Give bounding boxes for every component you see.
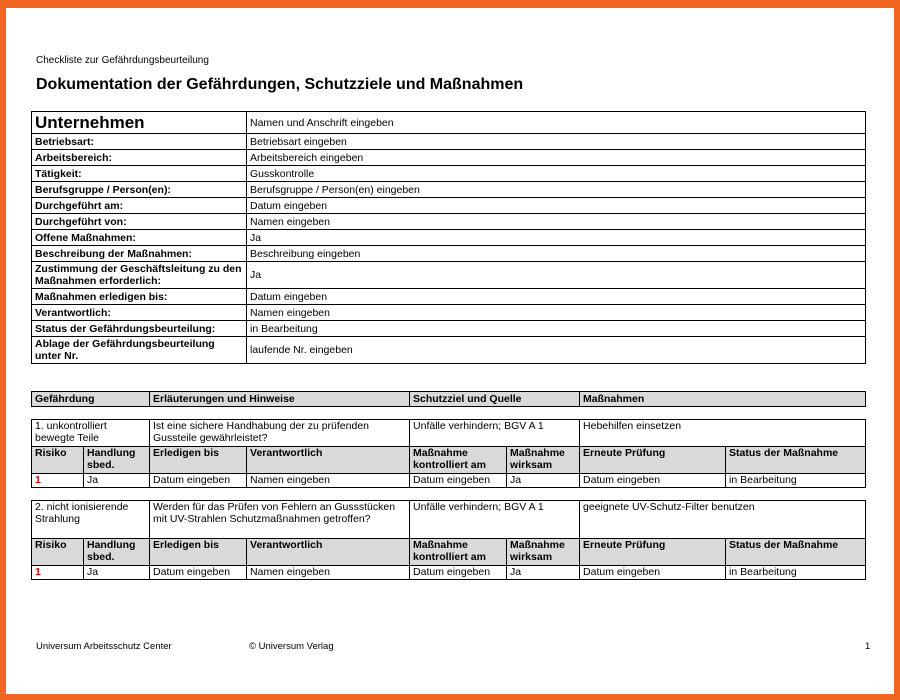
info-value: Berufsgruppe / Person(en) eingeben <box>247 182 866 198</box>
measure-row <box>32 566 866 580</box>
info-value: laufende Nr. eingeben <box>247 337 866 364</box>
info-label: Ablage der Gefährdungsbeurteilung unter Nr. <box>32 337 247 364</box>
info-value: Ja <box>247 230 866 246</box>
column-header-status: Status der Maßnahme <box>726 539 866 566</box>
info-value: Gusskontrolle <box>247 166 866 182</box>
info-label: Beschreibung der Maßnahmen: <box>32 246 247 262</box>
column-header-wirksam: Maßnahme wirksam <box>507 447 580 474</box>
info-label: Arbeitsbereich: <box>32 150 247 166</box>
info-label: Berufsgruppe / Person(en): <box>32 182 247 198</box>
column-header-pruefung: Erneute Prüfung <box>580 539 726 566</box>
hazard-row <box>32 420 866 447</box>
column-header-schutzziel: Schutzziel und Quelle <box>410 392 580 407</box>
info-row <box>32 198 866 214</box>
column-header-status: Status der Maßnahme <box>726 447 866 474</box>
erledigen-value: Datum eingeben <box>150 474 247 488</box>
info-value: Betriebsart eingeben <box>247 134 866 150</box>
info-value: Namen und Anschrift eingeben <box>247 112 866 134</box>
column-header-pruefung: Erneute Prüfung <box>580 447 726 474</box>
info-label: Durchgeführt von: <box>32 214 247 230</box>
wirksam-value: Ja <box>507 566 580 580</box>
info-row <box>32 337 866 364</box>
status-value: in Bearbeitung <box>726 474 866 488</box>
risk-value: 1 <box>32 566 84 580</box>
info-label: Betriebsart: <box>32 134 247 150</box>
info-label: Durchgeführt am: <box>32 198 247 214</box>
kontrolliert-value: Datum eingeben <box>410 474 507 488</box>
info-row <box>32 230 866 246</box>
info-row <box>32 305 866 321</box>
erledigen-value: Datum eingeben <box>150 566 247 580</box>
column-header-risiko: Risiko <box>32 539 84 566</box>
pruefung-value: Datum eingeben <box>580 474 726 488</box>
page-number: 1 <box>865 641 871 652</box>
hazard-header-row <box>32 392 866 407</box>
column-header-erledigen: Erledigen bis <box>150 447 247 474</box>
measure-header-row <box>32 447 866 474</box>
verantwortlich-value: Namen eingeben <box>247 474 410 488</box>
hazard-gefaehrdung: 2. nicht ionisierende Strahlung <box>32 501 150 539</box>
measure-header-row <box>32 539 866 566</box>
wirksam-value: Ja <box>507 474 580 488</box>
info-label: Maßnahmen erledigen bis: <box>32 289 247 305</box>
info-value: Datum eingeben <box>247 289 866 305</box>
document-subtitle: Checkliste zur Gefährdungsbeurteilung <box>36 55 209 66</box>
info-label: Status der Gefährdungsbeurteilung: <box>32 321 247 337</box>
column-header-massnahmen: Maßnahmen <box>580 392 866 407</box>
info-row <box>32 134 866 150</box>
kontrolliert-value: Datum eingeben <box>410 566 507 580</box>
column-header-handlung: Handlung sbed. <box>84 447 150 474</box>
info-label: Zustimmung der Geschäftsleitung zu den Maßnahmen erforderlich: <box>32 262 247 289</box>
info-row <box>32 289 866 305</box>
risk-value: 1 <box>32 474 84 488</box>
column-header-erledigen: Erledigen bis <box>150 539 247 566</box>
status-value: in Bearbeitung <box>726 566 866 580</box>
hazard-hinweise: Ist eine sichere Handhabung der zu prüfenden Gussteile gewährleistet? <box>150 420 410 447</box>
hazard-massnahmen: geeignete UV-Schutz-Filter benutzen <box>580 501 866 539</box>
info-row <box>32 112 866 134</box>
column-header-hinweise: Erläuterungen und Hinweise <box>150 392 410 407</box>
info-row <box>32 246 866 262</box>
info-row <box>32 321 866 337</box>
column-header-risiko: Risiko <box>32 447 84 474</box>
company-info-table <box>31 111 866 364</box>
info-label: Unternehmen <box>32 112 247 134</box>
info-label: Verantwortlich: <box>32 305 247 321</box>
hazard-row <box>32 501 866 539</box>
column-header-kontrolliert: Maßnahme kontrolliert am <box>410 539 507 566</box>
column-header-verantwortlich: Verantwortlich <box>247 539 410 566</box>
hazard-schutzziel: Unfälle verhindern; BGV A 1 <box>410 420 580 447</box>
pruefung-value: Datum eingeben <box>580 566 726 580</box>
info-value: Datum eingeben <box>247 198 866 214</box>
column-header-kontrolliert: Maßnahme kontrolliert am <box>410 447 507 474</box>
info-row <box>32 166 866 182</box>
verantwortlich-value: Namen eingeben <box>247 566 410 580</box>
hazard-header-table <box>31 391 866 407</box>
hazard-massnahmen: Hebehilfen einsetzen <box>580 420 866 447</box>
handlung-value: Ja <box>84 566 150 580</box>
handlung-value: Ja <box>84 474 150 488</box>
info-row <box>32 214 866 230</box>
document-title: Dokumentation der Gefährdungen, Schutzziele und Maßnahmen <box>36 76 524 93</box>
info-value: Ja <box>247 262 866 289</box>
info-value: Namen eingeben <box>247 305 866 321</box>
info-value: Arbeitsbereich eingeben <box>247 150 866 166</box>
info-row <box>32 262 866 289</box>
hazard-hinweise: Werden für das Prüfen von Fehlern an Gussstücken mit UV-Strahlen Schutzmaßnahmen getroffen? <box>150 501 410 539</box>
hazard-gefaehrdung: 1. unkontrolliert bewegte Teile <box>32 420 150 447</box>
column-header-gefaehrdung: Gefährdung <box>32 392 150 407</box>
column-header-verantwortlich: Verantwortlich <box>247 447 410 474</box>
info-value: Namen eingeben <box>247 214 866 230</box>
column-header-wirksam: Maßnahme wirksam <box>507 539 580 566</box>
info-value: in Bearbeitung <box>247 321 866 337</box>
hazard-table-1 <box>31 419 866 488</box>
info-value: Beschreibung eingeben <box>247 246 866 262</box>
measure-row <box>32 474 866 488</box>
footer-publisher: Universum Arbeitsschutz Center <box>36 641 172 652</box>
footer-copyright: © Universum Verlag <box>249 641 334 652</box>
hazard-table-2 <box>31 500 866 580</box>
info-label: Offene Maßnahmen: <box>32 230 247 246</box>
info-row <box>32 182 866 198</box>
info-row <box>32 150 866 166</box>
hazard-schutzziel: Unfälle verhindern; BGV A 1 <box>410 501 580 539</box>
info-label: Tätigkeit: <box>32 166 247 182</box>
column-header-handlung: Handlung sbed. <box>84 539 150 566</box>
